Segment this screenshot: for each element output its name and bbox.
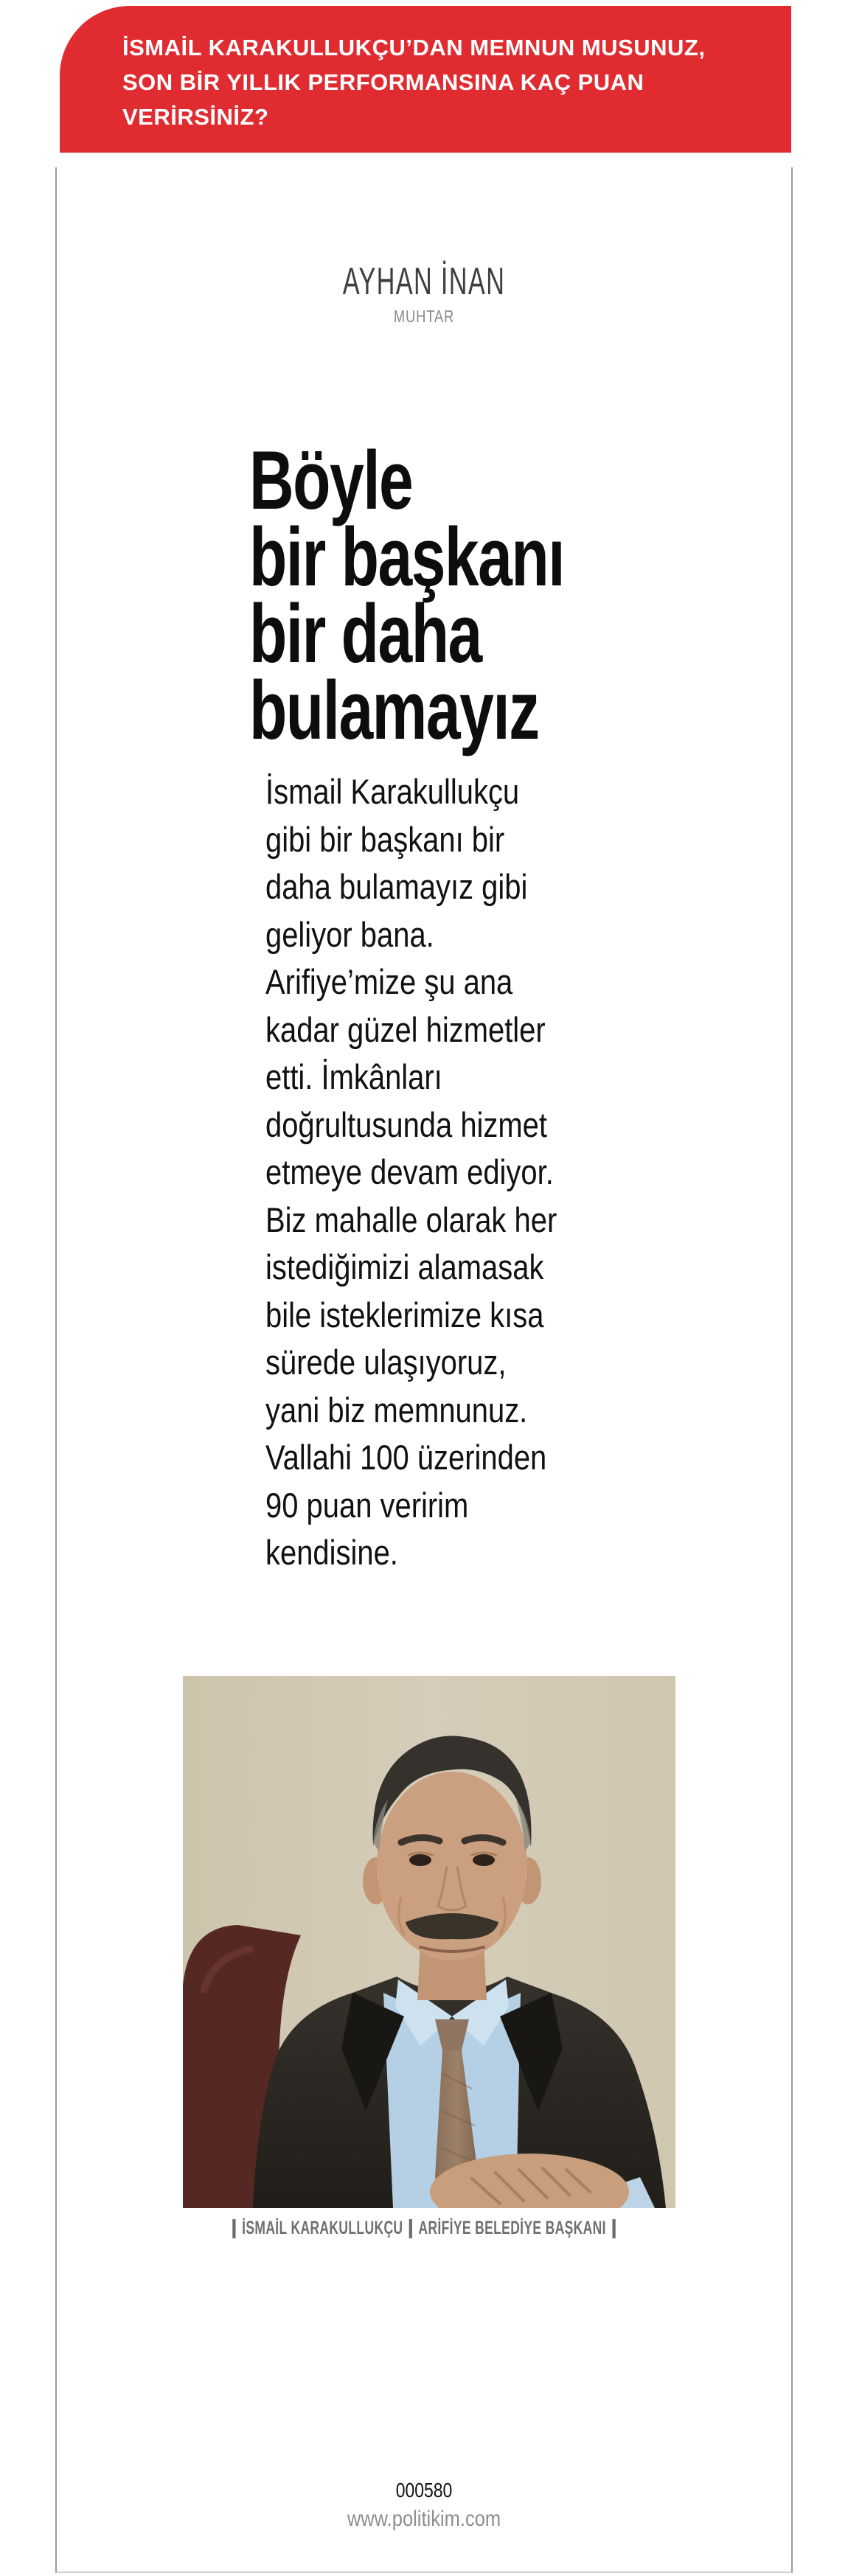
quote-line: kadar güzel hizmetler [265,1009,546,1049]
headline-line: bir daha [249,588,482,680]
eye-right [473,1854,495,1866]
quote-line: daha bulamayız gibi [265,867,528,906]
caption-divider [409,2219,412,2238]
byline-role: MUHTAR [393,307,455,326]
quote-line: İsmail Karakullukçu [265,772,520,811]
quote-line: Biz mahalle olarak her [265,1200,557,1239]
quote-line: geliyor bana. [265,914,434,954]
caption-title: ARİFİYE BELEDİYE BAŞKANI [418,2218,606,2238]
caption-name: İSMAİL KARAKULLUKÇU [242,2218,403,2238]
banner-line: VERİRSİNİZ? [122,104,269,130]
caption-divider [233,2219,236,2238]
quote-line: istediğimizi alamasak [265,1247,544,1287]
quote-line: sürede ulaşıyoruz, [265,1343,507,1382]
quote-line: Arifiye’mize şu ana [265,962,513,1001]
quote-line: kendisine. [265,1533,398,1572]
quote-line: bile isteklerimize kısa [265,1295,544,1334]
page-number: 000580 [395,2479,453,2502]
quote-line: Vallahi 100 üzerinden [265,1438,547,1477]
byline-name: AYHAN İNAN [342,260,506,303]
website-link[interactable]: www.politikim.com [347,2507,501,2531]
headline-line: bulamayız [249,664,539,756]
banner-line: SON BİR YILLIK PERFORMANSINA KAÇ PUAN [122,69,644,95]
headline [249,434,565,756]
headline-line: Böyle [249,434,413,526]
quote-body [265,768,557,1577]
quote-line: doğrultusunda hizmet [265,1104,547,1144]
question-banner [60,6,791,153]
mayor-photo-illustration [183,1676,675,2208]
quote-line: etmeye devam ediyor. [265,1152,554,1191]
quote-line: gibi bir başkanı bir [265,819,505,859]
quote-line: etti. İmkânları [265,1057,442,1096]
quote-line: yani biz memnunuz. [265,1390,528,1430]
eye-left [409,1854,431,1866]
quote-line: 90 puan veririm [265,1485,469,1525]
caption-divider [612,2219,615,2238]
banner-line: İSMAİL KARAKULLUKÇU’DAN MEMNUN MUSUNUZ, [122,35,706,60]
photo-caption [128,2218,721,2239]
mayor-photo [183,1676,675,2208]
headline-line: bir başkanı [249,511,565,603]
